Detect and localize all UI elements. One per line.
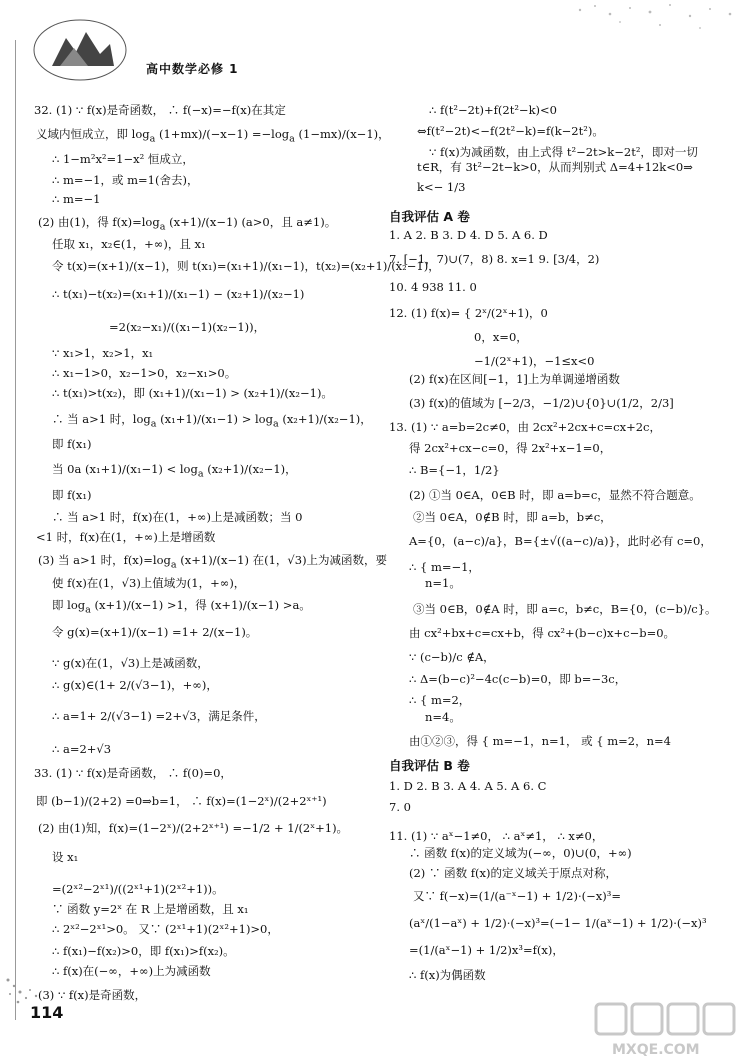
text-line: A={0，(a−c)/a}，B={±√((a−c)/a)}，此时必有 c=0， [409, 534, 712, 548]
text-line: 7. 0 [389, 800, 411, 814]
text-line: (3) 当 a>1 时，$f(x)=\log_a$ (x+1)/(x−1) 在(1，√3)上为减函数，要 [38, 553, 388, 571]
text-line: 13. (1) ∵ a=b=2c≠0，由 2cx²+2cx+c=cx+2c， [389, 420, 661, 434]
text-line: (2) 由(1)知，f(x)=(1−2ˣ)/(2+2ˣ⁺¹) =−1/2 + 1/(2ˣ+1)。 [38, 821, 349, 835]
text-line: 令 g(x)=(x+1)/(x−1) =1+ 2/(x−1)。 [52, 625, 258, 639]
text-line: 即 f(x₁) [52, 488, 92, 502]
text-line: 0，x=0， [474, 330, 528, 344]
text-line: ∴ 1−m²x²=1−x² 恒成立， [52, 152, 194, 166]
text-line: ∵ (c−b)/c ∉A， [409, 650, 495, 664]
text-line: 33. (1) ∵ f(x)是奇函数， ∴ f(0)=0， [34, 766, 232, 780]
page-number: 114 [30, 1003, 64, 1022]
watermark-logo [592, 1000, 742, 1058]
text-line: (2) ①当 0∈A，0∈B 时，即 a=b=c，显然不符合题意。 [409, 488, 701, 502]
text-line: 当 0a $(x_1+1)/(x_1-1) < \log_a (x_2+1)/(x_2-1)$， [52, 462, 297, 480]
text-line: ∴ 函数 f(x)的定义域为(−∞，0)∪(0，+∞) [409, 846, 632, 860]
text-line: ∴ f(x)为偶函数 [409, 968, 486, 982]
text-line: ∴ f(x)在(−∞，+∞)上为减函数 [52, 964, 211, 978]
text-line: (2) ∵ 函数 f(x)的定义域关于原点对称， [409, 866, 617, 880]
text-line: ∴ B={−1，1/2} [409, 463, 500, 477]
text-line: ∴ { m=2， [409, 693, 471, 707]
text-line: 即 f(x₁) [52, 437, 92, 451]
text-line: n=1。 [425, 576, 461, 590]
text-line: =2(x₂−x₁)/((x₁−1)(x₂−1))， [109, 320, 266, 334]
text-line: ∵ g(x)在(1，√3)上是减函数， [52, 656, 209, 670]
text-line: 即 (b−1)/(2+2) =0⇒b=1， ∴ f(x)=(1−2ˣ)/(2+2ˣ⁺¹) [36, 794, 327, 808]
text-line: <1 时，f(x)在(1，+∞)上是增函数 [36, 530, 216, 544]
section-title-b: 自我评估 B 卷 [389, 758, 470, 773]
text-line: n=4。 [425, 710, 461, 724]
text-line: 32. (1) ∵ f(x)是奇函数， ∴ f(−x)=−f(x)在其定 [34, 103, 286, 117]
text-line: 1. D 2. B 3. A 4. A 5. A 6. C [389, 779, 547, 793]
text-line: k<− 1/3 [417, 180, 466, 194]
text-line: 12. (1) f(x)= { 2ˣ/(2ˣ+1)，0 [389, 306, 548, 320]
text-line: (3) f(x)的值域为 [−2/3，−1/2)∪{0}∪(1/2，2/3] [409, 396, 674, 410]
text-line: 由①②③，得 { m=−1，n=1， 或 { m=2，n=4 [409, 734, 671, 748]
text-line: =(1/(aˣ−1) + 1/2)x³=f(x)， [409, 943, 564, 957]
text-line: ∴ g(x)∈(1+ 2/(√3−1)，+∞)， [52, 678, 218, 692]
text-line: ∴ f(t²−2t)+f(2t²−k)<0 [429, 103, 557, 117]
text-line: ∴ 2ˣ²−2ˣ¹>0。 又∵ (2ˣ¹+1)(2ˣ²+1)>0， [52, 922, 279, 936]
text-line: (3) ∵ f(x)是奇函数， [38, 988, 147, 1002]
text-line: 设 x₁ [52, 850, 79, 864]
text-line: ∵ f(x)为减函数，由上式得 t²−2t>k−2t²，即对一切 [429, 145, 698, 159]
text-line: ∴ t(x₁)>t(x₂)，即 (x₁+1)/(x₁−1) > (x₂+1)/(x₂−1)。 [52, 386, 333, 400]
text-line: 得 2cx²+cx−c=0，得 2x²+x−1=0， [409, 441, 612, 455]
text-line: ②当 0∈A，0∉B 时，即 a=b，b≠c， [413, 510, 612, 524]
text-line: ⇔f(t²−2t)<−f(2t²−k)=f(k−2t²)。 [417, 124, 604, 138]
text-line: 1. A 2. B 3. D 4. D 5. A 6. D [389, 228, 548, 242]
text-line: ∵ x₁>1，x₂>1，x₁ [52, 346, 154, 360]
text-line: 7. [−1，7)∪(7，8) 8. x=1 9. [3/4，2) [389, 252, 600, 266]
text-line: ∴ a=1+ 2/(√3−1) =2+√3，满足条件， [52, 709, 266, 723]
text-line: ∴ f(x₁)−f(x₂)>0，即 f(x₁)>f(x₂)。 [52, 944, 235, 958]
text-line: ∴ { m=−1， [409, 560, 480, 574]
text-line: 由 cx²+bx+c=cx+b，得 cx²+(b−c)x+c−b=0。 [409, 626, 676, 640]
text-line: ∴ t(x₁)−t(x₂)=(x₁+1)/(x₁−1) − (x₂+1)/(x₂−1) [52, 287, 305, 301]
text-line: 使 f(x)在(1，√3)上值域为(1，+∞)， [52, 576, 246, 590]
text-line: 11. (1) ∵ aˣ−1≠0， ∴ aˣ≠1， ∴ x≠0， [389, 829, 604, 843]
running-header: 高中数学必修 1 [146, 62, 239, 76]
text-line: ∴ Δ=(b−c)²−4c(c−b)=0，即 b=−3c， [409, 672, 627, 686]
text-line: 即 $\log_a (x+1)/(x-1) >1$，得 (x+1)/(x−1) >a。 [52, 598, 311, 616]
text-line: ∴ 当 a>1 时，$\log_a (x_1+1)/(x_1-1) > \log_a (x_2+1)/(x_2-1)$， [52, 412, 372, 430]
text-line: ∴ m=−1，或 m=1(舍去)， [52, 173, 199, 187]
svg-text:MXQE.COM: MXQE.COM [612, 1042, 700, 1058]
text-line: 10. 4 938 11. 0 [389, 280, 477, 294]
text-line: t∈R，有 3t²−2t−k>0，从而判别式 Δ=4+12k<0⇒ [417, 160, 693, 174]
text-line: ∴ 当 a>1 时，f(x)在(1，+∞)上是减函数；当 0 [52, 510, 303, 524]
corner-decoration [560, 0, 750, 40]
logo-text: 新课标 新课程 [54, 25, 105, 34]
text-line: ∴ a=2+√3 [52, 742, 112, 756]
text-line: ③当 0∈B，0∉A 时，即 a=c，b≠c，B={0，(c−b)/c}。 [413, 602, 717, 616]
text-line: ∵ 函数 y=2ˣ 在 R 上是增函数，且 x₁ [52, 902, 249, 916]
margin-rule [15, 40, 16, 1020]
text-line: ∴ m=−1 [52, 192, 101, 206]
text-line: 任取 x₁，x₂∈(1，+∞)，且 x₁ [52, 237, 206, 251]
text-line: 又∵ f(−x)=(1/(a⁻ˣ−1) + 1/2)·(−x)³= [413, 889, 621, 903]
text-line: 义域内恒成立，即 $\log_a (1+mx)/(-x-1) =-\log_a$ (1−mx)/(x−1)， [36, 127, 390, 145]
text-line: ∴ x₁−1>0，x₂−1>0，x₂−x₁>0。 [52, 366, 237, 380]
text-line: −1/(2ˣ+1)，−1≤x<0 [474, 354, 595, 368]
text-line: 令 t(x)=(x+1)/(x−1)，则 t(x₁)=(x₁+1)/(x₁−1)，t(x₂)=(x₂+1)/(x₂−1)， [52, 259, 440, 273]
text-line: =(2ˣ²−2ˣ¹)/((2ˣ¹+1)(2ˣ²+1))。 [52, 882, 224, 896]
text-line: (aˣ/(1−aˣ) + 1/2)·(−x)³=(−1− 1/(aˣ−1) + 1/2)·(−x)³ [409, 916, 707, 930]
text-line: (2) f(x)在区间[−1，1]上为单调递增函数 [409, 372, 620, 386]
text-line: (2) 由(1)，得 $f(x)=\log_a$ (x+1)/(x−1) (a>0，且 a≠1)。 [38, 215, 337, 233]
section-title-a: 自我评估 A 卷 [389, 209, 470, 224]
